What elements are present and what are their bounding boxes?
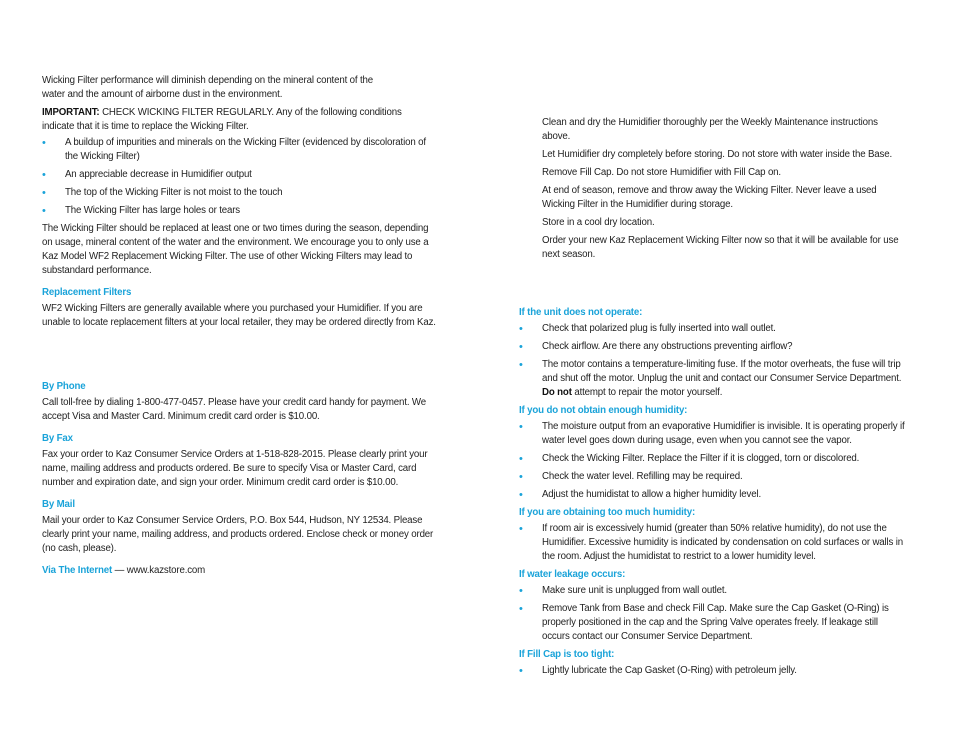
storage-step: Order your new Kaz Replacement Wicking Filter now so that it will be available for use next season. <box>542 235 899 260</box>
list-item: • An appreciable decrease in Humidifier output <box>42 169 252 181</box>
bullet-icon: • <box>519 585 523 597</box>
bullet-icon: • <box>519 453 523 465</box>
list-item: • Make sure unit is unplugged from wall outlet. <box>519 585 727 597</box>
list-item: • A buildup of impurities and minerals on the Wicking Filter (evidenced by discoloration of the Wicking Filter) <box>42 137 426 162</box>
list-item: • Check that polarized plug is fully inserted into wall outlet. <box>519 323 776 335</box>
leakage-heading: If water leakage occurs: <box>519 569 626 580</box>
internet-link[interactable]: — www.kazstore.com <box>114 565 206 576</box>
bullet-icon: • <box>519 359 523 371</box>
storage-step: Let Humidifier dry completely before storing. Do not store with water inside the Base. <box>542 149 893 160</box>
bullet-icon: • <box>519 471 523 483</box>
bullet-icon: • <box>519 523 523 535</box>
replacement-filters-text: WF2 Wicking Filters are generally available where you purchased your Humidifier. If you are unable to locate replacement filters at your local retailer, they may be ordered directly from Kaz. <box>42 303 436 328</box>
too-much-heading: If you are obtaining too much humidity: <box>519 507 696 518</box>
do-not-label: Do not <box>542 387 572 398</box>
bullet-icon: • <box>519 421 523 433</box>
list-item: • Check the water level. Refilling may be required. <box>519 471 743 483</box>
list-item: • The top of the Wicking Filter is not moist to the touch <box>42 187 283 199</box>
by-fax-text: Fax your order to Kaz Consumer Service Orders at 1-518-828-2015. Please clearly print your name, mailing address and products ordered. Be sure to specify Visa or Master Card, card number and expiration date, and sign your order. Minimum credit card order is $10.00. <box>42 449 428 488</box>
replacement-filters-heading: Replacement Filters <box>42 287 132 298</box>
by-phone-heading: By Phone <box>42 381 86 392</box>
bullet-icon: • <box>519 323 523 335</box>
right-column <box>519 116 907 682</box>
important-note <box>42 106 436 134</box>
storage-step: Clean and dry the Humidifier thoroughly per the Weekly Maintenance instructions above. <box>542 117 878 142</box>
by-fax-heading: By Fax <box>42 433 73 444</box>
list-item: • The moisture output from an evaporative Humidifier is invisible. It is operating properly if water level goes down during usage, even when you cannot see the vapor. <box>519 421 905 446</box>
not-enough-list <box>519 420 907 502</box>
not-enough-heading: If you do not obtain enough humidity: <box>519 405 688 416</box>
left-column <box>42 74 436 578</box>
list-item: • The motor contains a temperature-limiting fuse. If the motor overheats, the fuse will trip and shut off the motor. Unplug the unit and contact our Consumer Service Department. Do not attempt to repair the motor yourself. <box>519 359 902 398</box>
filter-intro: Wicking Filter performance will diminish depending on the mineral content of the water and the amount of airborne dust in the environment. <box>42 75 373 100</box>
by-mail-text: Mail your order to Kaz Consumer Service Orders, P.O. Box 544, Hudson, NY 12534. Please clearly print your name, mailing address, and products ordered. Enclose check or money order (no cash, please). <box>42 515 434 554</box>
bullet-icon: • <box>42 187 46 199</box>
too-much-list <box>519 522 907 564</box>
storage-step: At end of season, remove and throw away the Wicking Filter. Never leave a used Wicking Filter in the Humidifier during storage. <box>542 185 877 210</box>
by-phone-text: Call toll-free by dialing 1-800-477-0457. Please have your credit card handy for payment. We accept Visa and Master Card. Minimum credit card order is $10.00. <box>42 397 426 422</box>
list-item: • Remove Tank from Base and check Fill Cap. Make sure the Cap Gasket (O-Ring) is properly positioned in the cap and the Spring Valve operates freely. If leakage still occurs contact our Consumer Service Department. <box>519 603 889 642</box>
bullet-icon: • <box>519 341 523 353</box>
important-text: CHECK WICKING FILTER REGULARLY. Any of the following conditions indicate that it is time to replace the Wicking Filter. <box>42 107 402 132</box>
internet-line <box>42 564 436 578</box>
storage-step: Store in a cool dry location. <box>542 217 655 228</box>
storage-step: Remove Fill Cap. Do not store Humidifier with Fill Cap on. <box>542 167 781 178</box>
list-item: • Adjust the humidistat to allow a higher humidity level. <box>519 489 761 501</box>
bullet-icon: • <box>519 665 523 677</box>
bullet-icon: • <box>42 137 46 149</box>
bullet-icon: • <box>519 603 523 615</box>
list-item: • If room air is excessively humid (greater than 50% relative humidity), do not use the Humidifier. Excessive humidity is indicated by condensation on cold surfaces or walls in the room. Adjust the humidistat to restrict to a lower humidity level. <box>519 523 904 562</box>
no-operate-list <box>519 322 907 400</box>
bullet-icon: • <box>42 169 46 181</box>
storage-steps <box>519 116 907 262</box>
list-item: • The Wicking Filter has large holes or tears <box>42 205 240 217</box>
replace-conditions-list <box>42 136 436 218</box>
fill-cap-list <box>519 664 907 678</box>
bullet-icon: • <box>519 489 523 501</box>
by-mail-heading: By Mail <box>42 499 75 510</box>
bullet-icon: • <box>42 205 46 217</box>
list-item: • Check airflow. Are there any obstructions preventing airflow? <box>519 341 793 353</box>
list-item: • Lightly lubricate the Cap Gasket (O-Ring) with petroleum jelly. <box>519 665 797 677</box>
no-operate-heading: If the unit does not operate: <box>519 307 643 318</box>
important-label: IMPORTANT: <box>42 107 100 118</box>
list-item: • Check the Wicking Filter. Replace the Filter if it is clogged, torn or discolored. <box>519 453 860 465</box>
leakage-list <box>519 584 907 644</box>
fill-cap-heading: If Fill Cap is too tight: <box>519 649 615 660</box>
replace-paragraph: The Wicking Filter should be replaced at least one or two times during the season, depending on usage, mineral content of the water and the environment. We encourage you to only use a Kaz Model WF2 Replacement Wicking Filter. The use of other Wicking Filters may lead to substandard performance. <box>42 223 429 276</box>
internet-heading: Via The Internet <box>42 565 113 576</box>
